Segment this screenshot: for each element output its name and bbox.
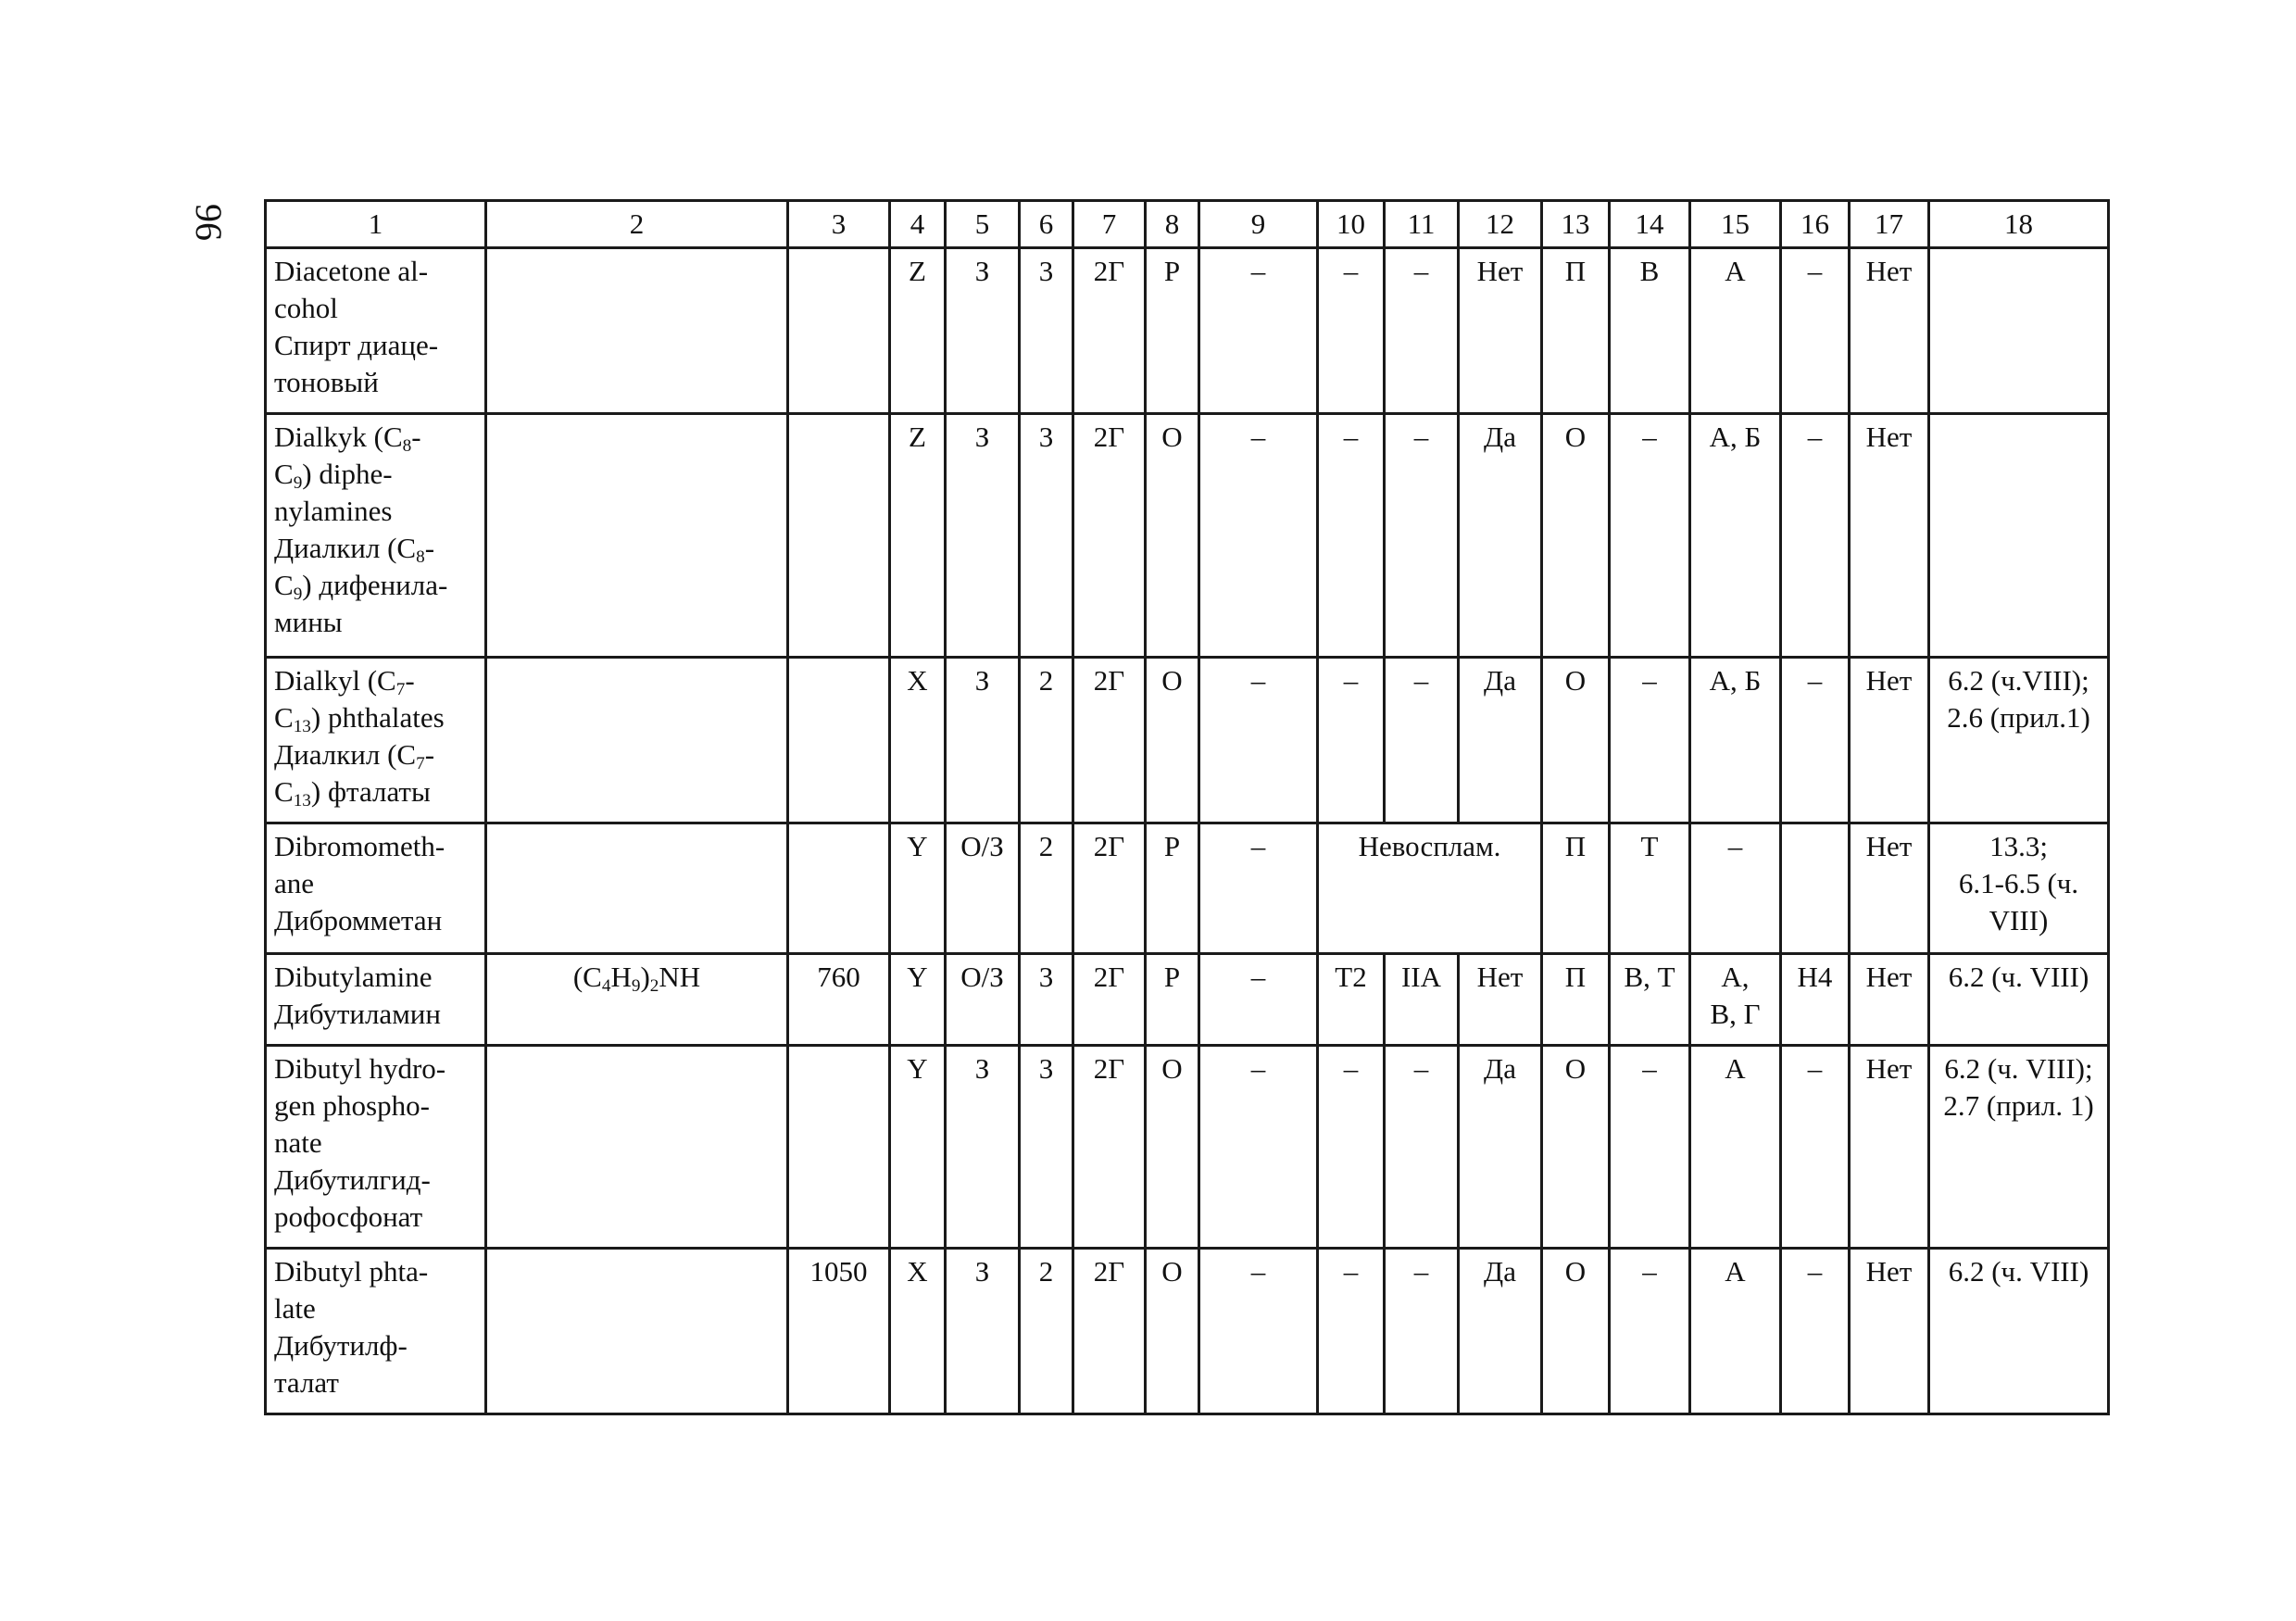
reference-line: 13.3; [1989, 830, 2048, 862]
table-cell [788, 414, 890, 658]
table-row [266, 823, 2109, 954]
table-cell [788, 823, 890, 954]
reference-line: 2.7 (прил. 1) [1943, 1089, 2094, 1122]
reference-line: 2.6 (прил.1) [1947, 701, 2090, 734]
table-cell: 2 [1020, 823, 1073, 954]
table-cell [486, 1249, 788, 1414]
table-cell: Т2 [1318, 954, 1385, 1046]
substance-name-line: талат [274, 1366, 339, 1399]
substance-name-line: nylamines [274, 495, 393, 527]
table-cell: А [1690, 1249, 1781, 1414]
substance-name-cell [266, 248, 486, 414]
table-cell [788, 1046, 890, 1249]
table-cell: – [1610, 1249, 1690, 1414]
table-cell: Y [890, 1046, 946, 1249]
table-cell: О [1146, 1046, 1199, 1249]
substance-name-line: Dialkyk ($C_8-$ [274, 421, 421, 456]
table-cell: О [1542, 414, 1610, 658]
substance-name-cell [266, 1046, 486, 1249]
substance-name-line: Дибутилгид- [274, 1163, 431, 1196]
column-header: 8 [1146, 201, 1199, 248]
table-cell: Н4 [1781, 954, 1850, 1046]
substance-name-cell [266, 658, 486, 823]
table-cell [788, 658, 890, 823]
table-cell: П [1542, 823, 1610, 954]
substance-name-line: Dibutyl phta- [274, 1255, 429, 1288]
table-cell: – [1690, 823, 1781, 954]
table-cell: – [1318, 1046, 1385, 1249]
substance-name-line: late [274, 1292, 316, 1325]
table-cell: О [1146, 1249, 1199, 1414]
column-header: 15 [1690, 201, 1781, 248]
table-cell: 760 [788, 954, 890, 1046]
table-cell: Нет [1850, 1249, 1929, 1414]
table-cell: – [1199, 1046, 1318, 1249]
table-cell [1929, 1046, 2109, 1249]
table-cell [486, 248, 788, 414]
table-cell [1929, 414, 2109, 658]
table-cell: – [1385, 1249, 1459, 1414]
table-row [266, 414, 2109, 658]
column-header: 3 [788, 201, 890, 248]
page-number: 96 [188, 204, 230, 241]
table-row [266, 1046, 2109, 1249]
table-cell: О/З [946, 823, 1020, 954]
column-header: 17 [1850, 201, 1929, 248]
column-header: 5 [946, 201, 1020, 248]
table-cell: З [946, 1046, 1020, 1249]
table-cell: 1050 [788, 1249, 890, 1414]
table-cell: Р [1146, 954, 1199, 1046]
table-cell: З [946, 248, 1020, 414]
table-cell: Нет [1850, 658, 1929, 823]
table-cell: – [1199, 1249, 1318, 1414]
table-cell [486, 414, 788, 658]
table-cell: 2Г [1073, 248, 1146, 414]
table-cell: – [1199, 248, 1318, 414]
table-cell: – [1610, 414, 1690, 658]
substance-name-line: $C_9$) diphe- [274, 458, 393, 493]
reference-line: VIII) [1989, 904, 2049, 936]
table-cell: 2Г [1073, 823, 1146, 954]
column-header: 18 [1929, 201, 2109, 248]
table-cell [1929, 658, 2109, 823]
table-cell: 2Г [1073, 414, 1146, 658]
table-cell: Да [1459, 1046, 1542, 1249]
table-cell: 2Г [1073, 954, 1146, 1046]
column-header: 10 [1318, 201, 1385, 248]
table-cell: Нет [1459, 954, 1542, 1046]
table-cell: Да [1459, 414, 1542, 658]
table-cell: – [1199, 414, 1318, 658]
substance-name-line: $C_{13}$) фталаты [274, 775, 431, 810]
column-header: 2 [486, 201, 788, 248]
table-cell: Т [1610, 823, 1690, 954]
column-header: 1 [266, 201, 486, 248]
header-row [266, 201, 2109, 248]
table-cell: А, Б [1690, 414, 1781, 658]
table-row [266, 658, 2109, 823]
substance-name-cell [266, 1249, 486, 1414]
table-cell: Нет [1850, 823, 1929, 954]
table-cell: 3 [1020, 248, 1073, 414]
table-cell: – [1318, 248, 1385, 414]
table-cell: О [1146, 658, 1199, 823]
column-header: 12 [1459, 201, 1542, 248]
table-cell: – [1781, 1249, 1850, 1414]
table-cell: О [1146, 414, 1199, 658]
column-header: 14 [1610, 201, 1690, 248]
table-cell: О/З [946, 954, 1020, 1046]
table-cell: – [1385, 1046, 1459, 1249]
table-cell: – [1318, 658, 1385, 823]
substance-name-line: $C_{13}$) phthalates [274, 701, 445, 736]
table-cell [1690, 954, 1781, 1046]
table-cell [486, 658, 788, 823]
substance-name-line: тоновый [274, 366, 379, 398]
table-cell: Y [890, 954, 946, 1046]
table-cell: А [1690, 1046, 1781, 1249]
table-cell: 3 [1020, 414, 1073, 658]
formula-cell [486, 954, 788, 1046]
table-cell: 2Г [1073, 1249, 1146, 1414]
substance-name-line: Dialkyl ($C_7-$ [274, 664, 415, 699]
substance-name-line: Dibromometh- [274, 830, 445, 862]
substance-name-line: Спирт диаце- [274, 329, 439, 361]
substance-name-cell [266, 414, 486, 658]
column-header: 7 [1073, 201, 1146, 248]
table-cell: – [1199, 658, 1318, 823]
table-cell [1929, 823, 2109, 954]
table-cell: В, Т [1610, 954, 1690, 1046]
table-cell [1929, 248, 2109, 414]
substance-name-cell [266, 954, 486, 1046]
table-cell: – [1318, 1249, 1385, 1414]
substance-name-cell [266, 823, 486, 954]
table-cell: Нет [1850, 414, 1929, 658]
table-cell: Нет [1850, 248, 1929, 414]
cell-line: А, [1721, 961, 1750, 993]
reference-line: 6.2 (ч. VIII); [1944, 1052, 2093, 1085]
table-cell: IIА [1385, 954, 1459, 1046]
table-cell: – [1781, 1046, 1850, 1249]
column-header: 9 [1199, 201, 1318, 248]
table-cell: П [1542, 248, 1610, 414]
table-cell: Y [890, 823, 946, 954]
cell-line: В, Г [1710, 998, 1761, 1030]
table-cell: Z [890, 248, 946, 414]
substance-name-line: ane [274, 867, 315, 899]
table-cell: О [1542, 658, 1610, 823]
column-header: 6 [1020, 201, 1073, 248]
table-cell: 2 [1020, 1249, 1073, 1414]
substance-name-line: Дибромметан [274, 904, 443, 936]
table-cell: – [1199, 823, 1318, 954]
table-cell: 3 [1020, 954, 1073, 1046]
table-cell: Нет [1459, 248, 1542, 414]
table-cell: 6.2 (ч. VIII) [1929, 954, 2109, 1046]
table-cell: Р [1146, 823, 1199, 954]
table-cell: А, Б [1690, 658, 1781, 823]
table-row [266, 954, 2109, 1046]
table-cell: 2Г [1073, 1046, 1146, 1249]
table-cell: Нет [1850, 954, 1929, 1046]
table-cell: – [1781, 414, 1850, 658]
table-cell: X [890, 658, 946, 823]
table-row [266, 248, 2109, 414]
table-cell: – [1781, 248, 1850, 414]
table-cell: X [890, 1249, 946, 1414]
substance-name-line: Диалкил ($C_8-$ [274, 532, 435, 567]
column-header: 4 [890, 201, 946, 248]
column-header: 11 [1385, 201, 1459, 248]
substance-name-line: мины [274, 606, 343, 638]
table-cell [486, 823, 788, 954]
table-cell [1781, 823, 1850, 954]
table-cell: В [1610, 248, 1690, 414]
table-cell: З [946, 658, 1020, 823]
table-cell: 6.2 (ч. VIII) [1929, 1249, 2109, 1414]
substance-name-line: $C_9$) дифенила- [274, 569, 448, 604]
substance-name-line: nate [274, 1126, 322, 1159]
substance-name-line: Дибутиламин [274, 998, 441, 1030]
table-cell: Z [890, 414, 946, 658]
table-cell: Да [1459, 1249, 1542, 1414]
merged-cell: Невосплам. [1318, 823, 1542, 954]
chemical-formula: $(C_4H_9)_2NH$ [572, 961, 701, 996]
column-header: 16 [1781, 201, 1850, 248]
table-cell: – [1385, 248, 1459, 414]
table-cell: А [1690, 248, 1781, 414]
table-row [266, 1249, 2109, 1414]
table-cell: – [1199, 954, 1318, 1046]
table-cell: Да [1459, 658, 1542, 823]
table-cell: Р [1146, 248, 1199, 414]
table-cell: О [1542, 1046, 1610, 1249]
table-cell [788, 248, 890, 414]
table-cell: – [1385, 658, 1459, 823]
table-cell: – [1318, 414, 1385, 658]
substance-name-line: рофосфонат [274, 1200, 423, 1233]
column-header: 13 [1542, 201, 1610, 248]
table-cell: 2 [1020, 658, 1073, 823]
table-cell: Нет [1850, 1046, 1929, 1249]
substance-name-line: Dibutylamine [274, 961, 433, 993]
substance-name-line: gen phospho- [274, 1089, 430, 1122]
table-cell: 3 [1020, 1046, 1073, 1249]
table-cell: – [1610, 1046, 1690, 1249]
table-cell: З [946, 1249, 1020, 1414]
table-cell: П [1542, 954, 1610, 1046]
reference-line: 6.2 (ч.VIII); [1948, 664, 2089, 697]
substance-name-line: Dibutyl hydro- [274, 1052, 446, 1085]
reference-line: 6.1-6.5 (ч. [1958, 867, 2079, 899]
substance-name-line: Диалкил ($C_7-$ [274, 738, 435, 773]
table-cell: – [1781, 658, 1850, 823]
table-cell [486, 1046, 788, 1249]
table-cell: – [1610, 658, 1690, 823]
substance-name-line: Diacetone al- [274, 255, 429, 287]
table-cell: О [1542, 1249, 1610, 1414]
table-cell: – [1385, 414, 1459, 658]
table-cell: 2Г [1073, 658, 1146, 823]
table-cell: З [946, 414, 1020, 658]
substance-name-line: Дибутилф- [274, 1329, 408, 1362]
substance-table [264, 199, 2110, 1415]
substance-name-line: cohol [274, 292, 338, 324]
